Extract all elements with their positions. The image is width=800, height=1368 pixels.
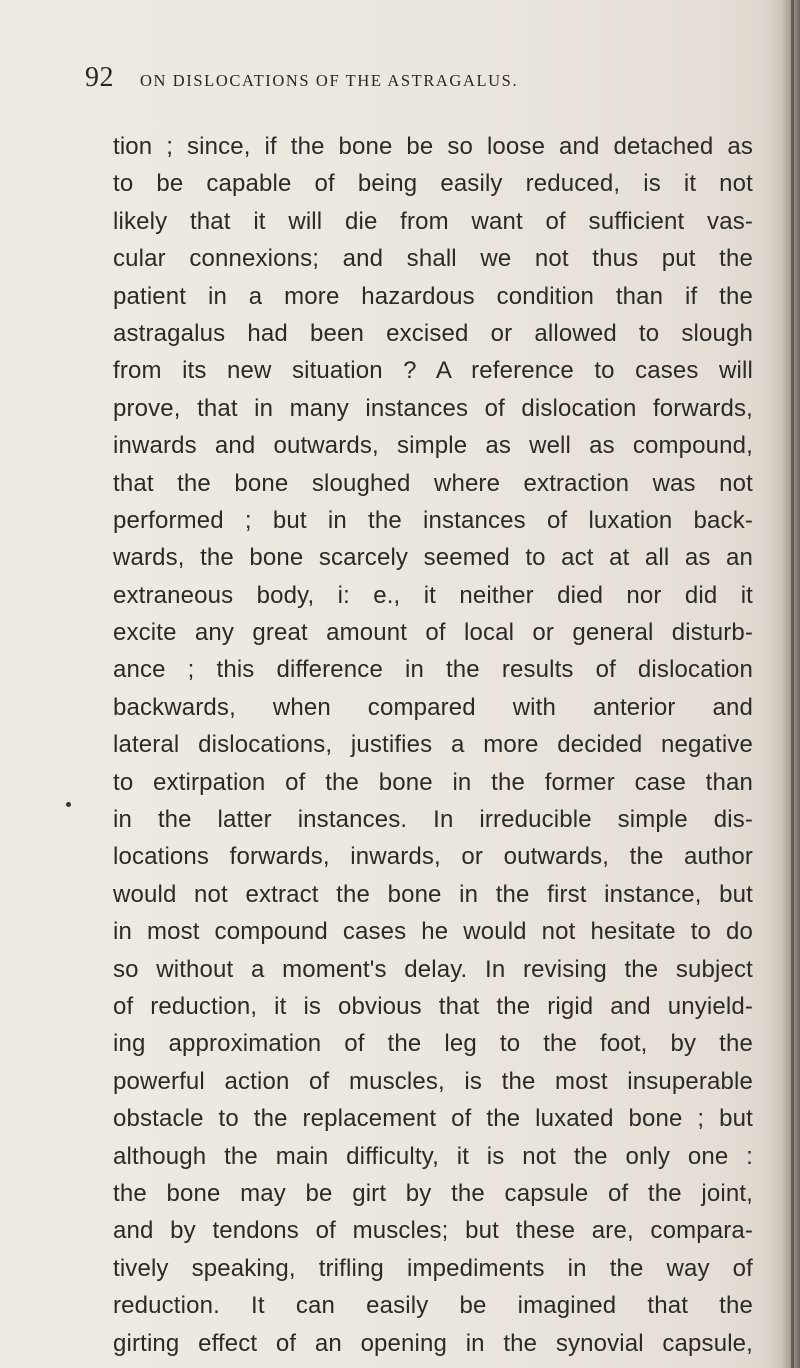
text-line: of reduction, it is obvious that the rigid and unyield-	[113, 992, 753, 1020]
text-line: powerful action of muscles, is the most insuperable	[113, 1067, 753, 1095]
text-line: extraneous body, i: e., it neither died nor did it	[113, 581, 753, 609]
text-line: cular connexions; and shall we not thus put the	[113, 245, 753, 273]
page-header	[85, 62, 518, 106]
text-line: although the main difficulty, it is not the only one :	[113, 1142, 753, 1170]
text-line: in the latter instances. In irreducible simple dis-	[113, 806, 753, 834]
text-line: astragalus had been excised or allowed to slough	[113, 319, 753, 347]
text-line: from its new situation ? A reference to cases will	[113, 357, 753, 385]
page-edge-line	[791, 0, 794, 1368]
text-line: locations forwards, inwards, or outwards, the author	[113, 843, 753, 871]
text-line: lateral dislocations, justifies a more decided negative	[113, 731, 753, 759]
text-line: ance ; this difference in the results of dislocation	[113, 656, 753, 684]
text-line: patient in a more hazardous condition than if the	[113, 282, 753, 310]
text-line: tively speaking, trifling impediments in the way of	[113, 1254, 753, 1282]
text-line: obstacle to the replacement of the luxated bone ; but	[113, 1105, 753, 1133]
text-line: performed ; but in the instances of luxation back-	[113, 506, 753, 534]
body-text	[113, 128, 753, 1362]
text-line: the bone may be girt by the capsule of the joint,	[113, 1179, 753, 1207]
page-number: 92	[85, 62, 114, 93]
text-line: tion ; since, if the bone be so loose and detached as	[113, 133, 753, 160]
text-line: would not extract the bone in the first instance, but	[113, 880, 753, 908]
text-line: inwards and outwards, simple as well as compound,	[113, 432, 753, 460]
text-line: and by tendons of muscles; but these are, compara-	[113, 1217, 753, 1245]
text-line: reduction. It can easily be imagined that the	[113, 1292, 753, 1320]
text-line: wards, the bone scarcely seemed to act at all as an	[113, 544, 753, 572]
text-line: backwards, when compared with anterior and	[113, 693, 753, 721]
text-line: that the bone sloughed where extraction was not	[113, 469, 753, 497]
page-edge-shadow	[766, 0, 800, 1368]
text-line: in most compound cases he would not hesitate to do	[113, 918, 753, 946]
text-line: so without a moment's delay. In revising the subject	[113, 955, 753, 983]
text-line: to be capable of being easily reduced, is it not	[113, 170, 753, 198]
text-line: likely that it will die from want of sufficient vas-	[113, 207, 753, 235]
text-line: ing approximation of the leg to the foot, by the	[113, 1030, 753, 1058]
text-line: prove, that in many instances of dislocation forwards,	[113, 394, 753, 422]
text-line: excite any great amount of local or general disturb-	[113, 619, 753, 647]
ink-speck	[66, 802, 71, 807]
text-line: to extirpation of the bone in the former case than	[113, 768, 753, 796]
text-line: girting effect of an opening in the synovial capsule,	[113, 1329, 753, 1357]
running-head: ON DISLOCATIONS OF THE ASTRAGALUS.	[140, 71, 519, 90]
